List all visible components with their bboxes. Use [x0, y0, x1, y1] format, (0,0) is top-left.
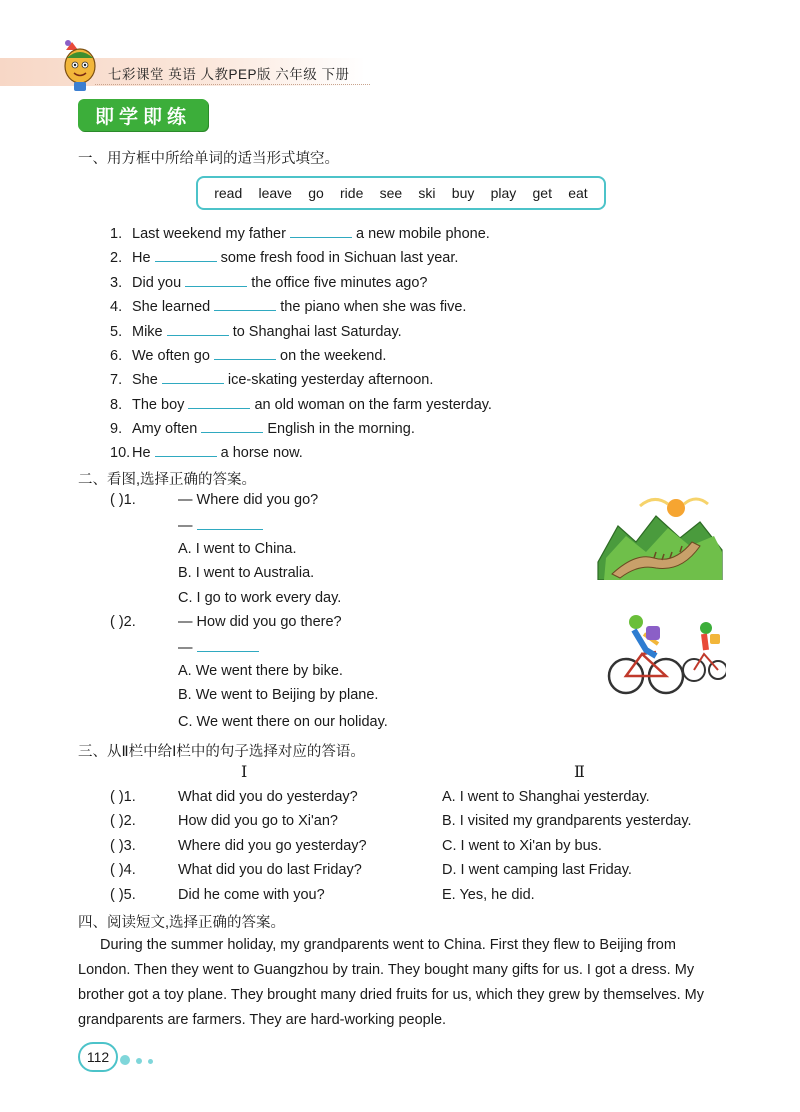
exercise-item [110, 443, 303, 461]
exercise-item [110, 248, 458, 266]
answer-blank[interactable] [197, 516, 263, 530]
item-number: 6. [110, 348, 123, 364]
item-text: a new mobile phone. [356, 226, 490, 242]
mascot-icon [58, 40, 102, 92]
word-bank-item: get [532, 185, 552, 201]
section4-title: 四、阅读短文,选择正确的答案。 [78, 915, 286, 931]
word-bank-item: ski [418, 185, 436, 201]
item-text: ice-skating yesterday afternoon. [227, 372, 434, 388]
cyclists-illustration [606, 610, 726, 702]
section1-title: 一、用方框中所给单词的适当形式填空。 [78, 151, 339, 167]
exercise-item [110, 297, 466, 315]
exercise-item [110, 419, 415, 437]
answer-paren[interactable]: ( )5. [110, 887, 136, 903]
column-ii-item: D. I went camping last Friday. [442, 862, 632, 878]
question-text: — How did you go there? [178, 614, 342, 630]
word-bank-item: buy [451, 185, 475, 201]
answer-blank[interactable] [167, 322, 229, 336]
header-title: 七彩课堂 英语 人教PEP版 六年级 下册 [108, 67, 350, 82]
word-bank-item: see [379, 185, 403, 201]
answer-blank[interactable] [162, 370, 224, 384]
answer-paren[interactable]: ( )1. [110, 789, 136, 805]
column-i-heading: Ⅰ [241, 762, 248, 781]
page-number: 112 [78, 1042, 118, 1072]
column-i-item: What did you do last Friday? [178, 862, 362, 878]
item-text: a horse now. [220, 445, 303, 461]
option-a: A. I went to China. [178, 541, 297, 557]
item-text: the piano when she was five. [280, 299, 467, 315]
item-number: 10. [110, 445, 131, 461]
item-number: 4. [110, 299, 123, 315]
item-text: to Shanghai last Saturday. [232, 324, 402, 340]
answer-paren[interactable]: ( )1. [110, 492, 136, 508]
option-c: C. I go to work every day. [178, 590, 342, 606]
answer-blank[interactable] [290, 224, 352, 238]
column-i-item: What did you do yesterday? [178, 789, 358, 805]
option-b: B. I went to Australia. [178, 565, 315, 581]
word-bank-item: ride [340, 185, 364, 201]
item-number: 5. [110, 324, 123, 340]
item-text: She [132, 372, 158, 388]
column-i-item: Did he come with you? [178, 887, 325, 903]
word-bank-item: play [490, 185, 517, 201]
word-bank-item: eat [568, 185, 588, 201]
answer-blank[interactable] [197, 638, 259, 652]
option-b: B. We went to Beijing by plane. [178, 687, 379, 703]
item-number: 8. [110, 397, 123, 413]
column-ii-item: C. I went to Xi'an by bus. [442, 838, 602, 854]
column-i-item: How did you go to Xi'an? [178, 813, 338, 829]
column-ii-item: A. I went to Shanghai yesterday. [442, 789, 650, 805]
item-text: Amy often [132, 421, 198, 437]
item-text: The boy [132, 397, 185, 413]
answer-paren[interactable]: ( )3. [110, 838, 136, 854]
item-number: 1. [110, 226, 123, 242]
item-text: He [132, 250, 151, 266]
great-wall-illustration [596, 492, 724, 580]
answer-blank[interactable] [155, 248, 217, 262]
word-box [196, 176, 606, 210]
reading-passage: During the summer holiday, my grandparents went to China. First they flew to Beijing from London. Then they went to Guangzhou by train. They bought many gifts for us. I got a dress. My brother got a toy plane. They brought many dried fruits for us, which they grew by themselves. My grandparents are farmers. They are hard-working people. [78, 937, 704, 1028]
column-ii-heading: Ⅱ [574, 762, 585, 781]
answer-paren[interactable]: ( )4. [110, 862, 136, 878]
item-text: Mike [132, 324, 163, 340]
section3-title: 三、从Ⅱ栏中给Ⅰ栏中的句子选择对应的答语。 [78, 744, 365, 760]
item-text: on the weekend. [280, 348, 387, 364]
item-text: the office five minutes ago? [251, 275, 428, 291]
item-number: 9. [110, 421, 123, 437]
answer-blank[interactable] [201, 419, 263, 433]
answer-dash [178, 516, 263, 534]
exercise-item [110, 224, 490, 242]
item-number: 7. [110, 372, 123, 388]
answer-blank[interactable] [155, 443, 217, 457]
item-text: English in the morning. [267, 421, 415, 437]
dash-mark: — [178, 518, 193, 534]
option-a: A. We went there by bike. [178, 663, 343, 679]
dash-mark: — [178, 640, 193, 656]
answer-blank[interactable] [188, 395, 250, 409]
exercise-item [110, 370, 433, 388]
header-divider [95, 84, 370, 85]
exercise-item [110, 273, 428, 291]
exercise-item [110, 395, 492, 413]
item-number: 3. [110, 275, 123, 291]
answer-paren[interactable]: ( )2. [110, 614, 136, 630]
word-bank-item: leave [258, 185, 292, 201]
column-ii-item: E. Yes, he did. [442, 887, 535, 903]
column-ii-item: B. I visited my grandparents yesterday. [442, 813, 692, 829]
decor-dot [136, 1058, 142, 1064]
answer-dash [178, 638, 259, 656]
word-bank-item: read [214, 185, 243, 201]
item-number: 2. [110, 250, 123, 266]
answer-paren[interactable]: ( )2. [110, 813, 136, 829]
decor-dot [120, 1055, 130, 1065]
answer-blank[interactable] [214, 297, 276, 311]
answer-blank[interactable] [214, 346, 276, 360]
word-bank-item: go [308, 185, 324, 201]
answer-blank[interactable] [185, 273, 247, 287]
exercise-item [110, 346, 386, 364]
option-c: C. We went there on our holiday. [178, 714, 388, 730]
item-text: Last weekend my father [132, 226, 286, 242]
item-text: some fresh food in Sichuan last year. [220, 250, 459, 266]
item-text: She learned [132, 299, 211, 315]
section2-title: 二、看图,选择正确的答案。 [78, 472, 257, 488]
decor-dot [148, 1059, 153, 1064]
exercise-item [110, 322, 402, 340]
item-text: He [132, 445, 151, 461]
item-text: We often go [132, 348, 210, 364]
question-text: — Where did you go? [178, 492, 319, 508]
section-badge: 即学即练 [78, 99, 208, 131]
item-text: Did you [132, 275, 182, 291]
column-i-item: Where did you go yesterday? [178, 838, 367, 854]
item-text: an old woman on the farm yesterday. [254, 397, 492, 413]
